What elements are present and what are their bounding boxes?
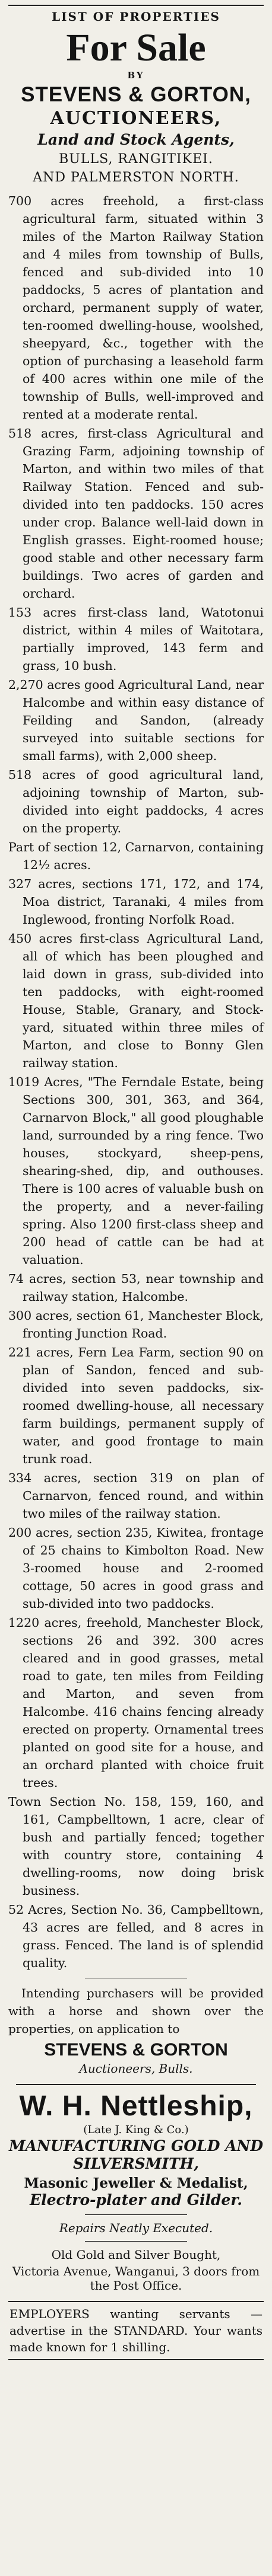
auctioneers-label: AUCTIONEERS,: [50, 108, 222, 129]
firm-name: STEVENS & GORTON,: [21, 83, 251, 106]
by-label: BY: [127, 70, 145, 81]
footer-firm-subtitle: Auctioneers, Bulls.: [79, 2061, 193, 2076]
nettleship-address: Victoria Avenue, Wanganui, 3 doors from the Post Office.: [12, 2264, 260, 2293]
divider: [16, 2084, 256, 2085]
nettleship-electroplater: Electro-plater and Gilder.: [30, 2191, 242, 2208]
list-item: 518 acres, first-class Agricultural and Grazing Farm, adjoining township of Marton, and within two miles of that Railway Station. Fenced and sub-divided into ten paddocks. 150 acres under crop. Balance well-laid down in English grasses. Eight-roomed house; good stable and other necessary farm buildings. Two acres of garden and orchard.: [8, 426, 264, 601]
list-item: 300 acres, section 61, Manchester Block, fronting Junction Road.: [8, 1308, 264, 1340]
list-item: 518 acres of good agricultural land, adjoining township of Marton, sub-divided into eight paddocks, 4 acres on the property.: [8, 768, 264, 835]
nettleship-late: (Late J. King & Co.): [83, 2124, 189, 2136]
nettleship-masonic: Masonic Jeweller & Medalist,: [24, 2175, 248, 2191]
nettleship-trade-2: SILVERSMITH,: [73, 2155, 199, 2172]
nettleship-advert: [8, 2090, 264, 2293]
purchaser-note: Intending purchasers will be provided with a horse and shown over the properties, on application to: [8, 1986, 264, 2036]
list-item: 327 acres, sections 171, 172, and 174, Moa district, Taranaki, 4 miles from Inglewood, fronting Norfolk Road.: [8, 877, 264, 927]
top-rule: [8, 5, 264, 6]
list-item: 52 Acres, Section No. 36, Campbelltown, 43 acres are felled, and 8 acres in grass. Fenced. The land is of splendid quality.: [8, 1903, 264, 1970]
list-item: 1019 Acres, "The Ferndale Estate, being Sections 300, 301, 363, and 364, Carnarvon Block," all good ploughable land, surrounded by a ring fence. Two houses, stockyard, sheep-pens, shearing-shed, dip, and outhouses. There is 100 acres of valuable bush on the property, and a never-failing spring. Also 1200 first-class sheep and 200 head of cattle can be had at valuation.: [8, 1075, 264, 1267]
place-1: BULLS, RANGITIKEI.: [59, 152, 213, 167]
list-item: 200 acres, section 235, Kiwitea, frontage of 25 chains to Kimbolton Road. New 3-roomed house and 2-roomed cottage, 50 acres in good grass and sub-divided into two paddocks.: [8, 1525, 264, 1611]
list-item: 74 acres, section 53, near township and railway station, Halcombe.: [8, 1272, 264, 1304]
agents-label: Land and Stock Agents,: [37, 131, 235, 148]
list-item: 221 acres, Fern Lea Farm, section 90 on plan of Sandon, fenced and sub-divided into seven paddocks, six-roomed dwelling-house, all necessary farm buildings, permanent supply of water, and good frontage to main trunk road.: [8, 1345, 264, 1466]
nettleship-repairs: Repairs Neatly Executed.: [59, 2221, 213, 2235]
nettleship-bought: Old Gold and Silver Bought,: [51, 2248, 221, 2262]
list-item: 334 acres, section 319 on plan of Carnarvon, fenced round, and within two miles of the railway station.: [8, 1471, 264, 1521]
list-item: Part of section 12, Carnarvon, containing 12½ acres.: [8, 840, 264, 872]
list-item: 2,270 acres good Agricultural Land, near Halcombe and within easy distance of Feilding and Sandon, (already surveyed into suitable sections for small farms), with 2,000 sheep.: [8, 678, 264, 763]
nettleship-name: W. H. Nettleship,: [19, 2090, 253, 2122]
divider: [85, 2241, 187, 2242]
list-item: 450 acres first-class Agricultural Land, all of which has been ploughed and laid down in grass, sub-divided into ten paddocks, with eight-roomed House, Stable, Granary, and Stock-yard, situated within three miles of Marton, and close to Bonny Glen railway station.: [8, 931, 264, 1070]
list-item: Town Section No. 158, 159, 160, and 161, Campbelltown, 1 acre, clear of bush and partially fenced; together with country store, containing 4 dwelling-rooms, now doing brisk business.: [8, 1795, 264, 1898]
list-item: 1220 acres, freehold, Manchester Block, sections 26 and 392. 300 acres cleared and in good grasses, metal road to gate, ten miles from Feilding and Marton, and seven from Halcombe. 416 chains fencing already erected on property. Ornamental trees planted on good site for a house, and an orchard planted with choice fruit trees.: [8, 1616, 264, 1790]
property-list: [8, 192, 264, 1972]
divider: [85, 2214, 187, 2215]
list-title: LIST OF PROPERTIES: [52, 9, 220, 24]
list-item: 700 acres freehold, a first-class agricultural farm, situated within 3 miles of the Marton Railway Station and 4 miles from township of Bulls, fenced and sub-divided into 10 paddocks, 5 acres of plantation and orchard, permanent supply of water, ten-roomed dwelling-house, woolshed, sheepyard, &c., together with the option of purchasing a leasehold farm of 400 acres within one mile of the township of Bulls, well-improved and rented at a moderate rental.: [8, 194, 264, 422]
footer-firm-name: STEVENS & GORTON: [44, 2040, 228, 2060]
employers-notice: [8, 2301, 264, 2360]
employers-text: EMPLOYERS wanting servants — advertise in the STANDARD. Your wants made known for 1 shilling.: [10, 2307, 262, 2354]
list-item: 153 acres first-class land, Watotonui district, within 4 miles of Waitotara, partially improved, 143 ferm and grass, 10 bush.: [8, 605, 264, 673]
place-2: AND PALMERSTON NORTH.: [33, 170, 239, 185]
for-sale-heading: For Sale: [66, 26, 206, 69]
nettleship-trade-1: MANUFACTURING GOLD AND: [8, 2137, 264, 2154]
advertisement-column: [8, 0, 264, 2360]
